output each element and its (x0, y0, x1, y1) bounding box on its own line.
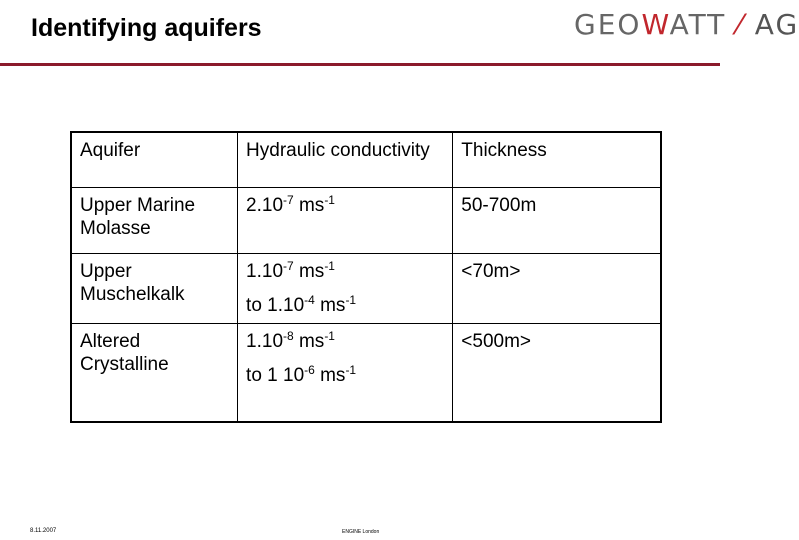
k-exponent: -7 (283, 193, 294, 207)
k-unit: ms (320, 365, 346, 386)
cell-thickness: <500m> (453, 324, 661, 423)
footer-date: 8.11.2007 (30, 528, 57, 534)
table-row (71, 254, 661, 324)
aquifer-table (70, 131, 662, 423)
k-exponent: -8 (283, 329, 294, 343)
logo-text-ag: AG (754, 8, 799, 41)
k-unit: ms (298, 195, 325, 216)
header-rule (0, 63, 720, 66)
k-unit: ms (298, 261, 325, 282)
header-hydraulic-conductivity: Hydraulic conductivity (238, 132, 453, 188)
table-row (71, 188, 661, 254)
cell-aquifer: Upper Marine Molasse (71, 188, 238, 254)
k-unit: ms (298, 331, 325, 352)
logo-text-att: ATT (669, 8, 727, 41)
k-exponent: -7 (283, 259, 294, 273)
k-range-upper (246, 294, 444, 317)
k-base: 1.10 (246, 331, 284, 352)
cell-conductivity (238, 254, 453, 324)
cell-aquifer: Upper Muschelkalk (71, 254, 238, 324)
cell-conductivity (238, 324, 453, 423)
k-base: 2.10 (246, 195, 284, 216)
k-exponent: -6 (304, 363, 315, 377)
slide-title: Identifying aquifers (31, 14, 262, 42)
cell-aquifer: Altered Crystalline (71, 324, 238, 423)
k-base: to 1 10 (246, 365, 305, 386)
k-unit-exponent: -1 (345, 363, 357, 377)
logo-divider-icon: ⁄ (737, 8, 744, 41)
header-thickness: Thickness (453, 132, 661, 188)
cell-thickness: <70m> (453, 254, 661, 324)
k-unit-exponent: -1 (324, 259, 335, 273)
k-base: to 1.10 (246, 295, 305, 316)
table-row (71, 324, 661, 423)
k-unit-exponent: -1 (345, 293, 357, 307)
table-header-row (71, 132, 661, 188)
cell-conductivity (238, 188, 453, 254)
k-unit: ms (320, 295, 346, 316)
geowatt-logo (574, 8, 799, 48)
logo-text-geo: GEO (574, 8, 642, 41)
k-range-upper (246, 364, 444, 387)
k-base: 1.10 (246, 261, 284, 282)
cell-thickness: 50-700m (453, 188, 661, 254)
footer-event: ENGINE London (342, 529, 380, 535)
k-unit-exponent: -1 (324, 193, 335, 207)
k-exponent: -4 (304, 293, 315, 307)
logo-text-w: W (641, 8, 670, 41)
header-aquifer: Aquifer (71, 132, 238, 188)
k-unit-exponent: -1 (324, 329, 335, 343)
